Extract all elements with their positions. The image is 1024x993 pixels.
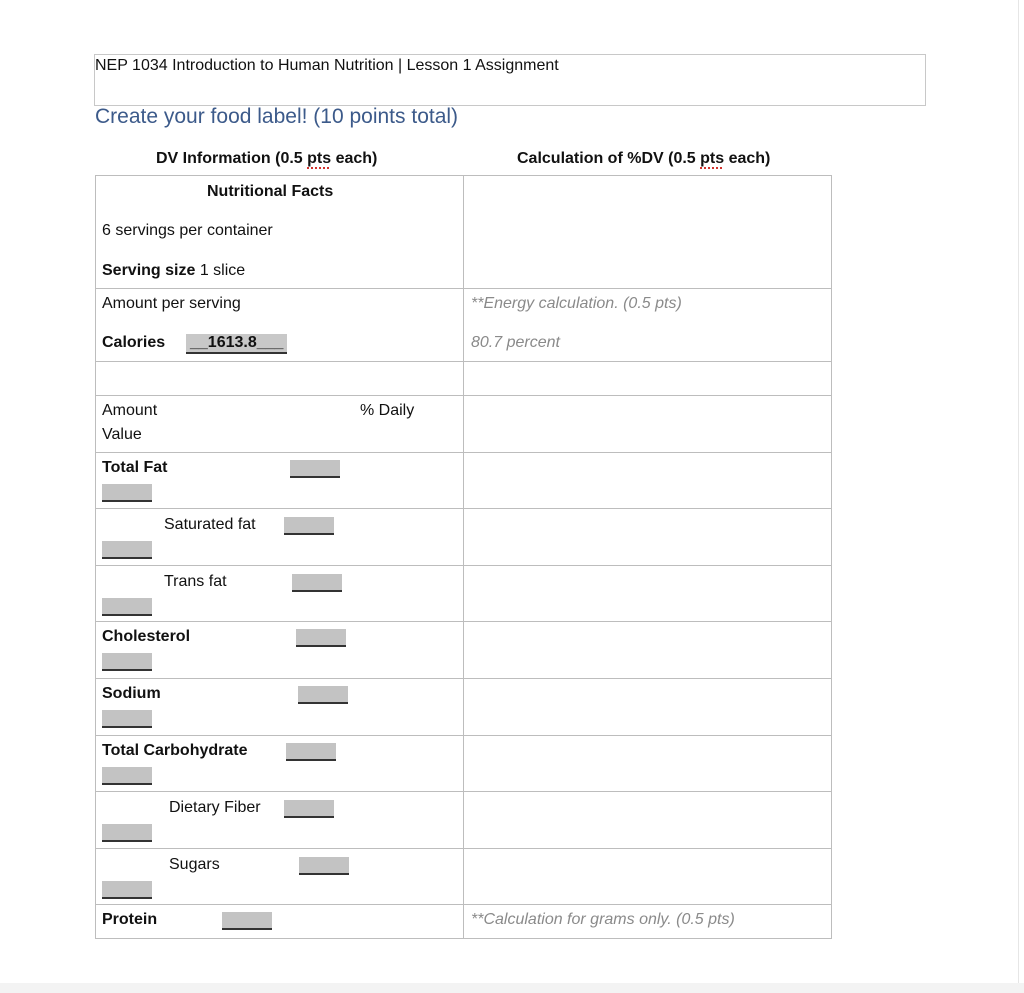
daily-value-blank[interactable] (102, 541, 152, 559)
calories-cell (96, 289, 464, 362)
nutrient-label: Sodium (102, 685, 161, 702)
nutrient-label: Total Carbohydrate (102, 742, 248, 759)
calc-cell[interactable] (464, 566, 832, 622)
empty-cell (96, 362, 464, 396)
table-row (96, 736, 832, 792)
nutrient-cell-total-fat (96, 453, 464, 509)
amount-blank[interactable] (286, 743, 336, 761)
column-header-calculation: Calculation of %DV (0.5 pts each) (517, 150, 771, 167)
amount-label: Amount (102, 402, 158, 419)
table-row (96, 622, 832, 679)
nutrition-facts-heading: Nutritional Facts (207, 183, 334, 200)
label-header-cell (96, 176, 464, 289)
amount-per-serving: Amount per serving (102, 295, 241, 312)
amount-blank[interactable] (222, 912, 272, 930)
page-bottom-band (0, 983, 1024, 993)
calc-cell[interactable] (464, 453, 832, 509)
daily-value-label: % Daily (360, 402, 415, 419)
nutrient-label: Trans fat (164, 573, 227, 590)
nutrient-label: Protein (102, 911, 158, 928)
calc-cell[interactable] (464, 849, 832, 905)
calc-cell-protein[interactable] (464, 905, 832, 939)
table-row (96, 679, 832, 736)
calc-cell-energy[interactable] (464, 289, 832, 362)
value-label: Value (102, 426, 142, 443)
daily-value-blank[interactable] (102, 653, 152, 671)
daily-value-blank[interactable] (102, 881, 152, 899)
scrollbar-edge (1018, 0, 1019, 993)
nutrient-label: Saturated fat (164, 516, 256, 533)
amount-blank[interactable] (299, 857, 349, 875)
spellcheck-underline: pts (307, 150, 332, 167)
daily-value-blank[interactable] (102, 598, 152, 616)
nutrient-cell-sodium (96, 679, 464, 736)
energy-calculation-result[interactable]: 80.7 percent (471, 334, 560, 351)
table-row (96, 176, 832, 289)
amount-blank[interactable] (298, 686, 348, 704)
column-labels-cell (96, 396, 464, 453)
calc-cell[interactable] (464, 396, 832, 453)
amount-blank[interactable] (292, 574, 342, 592)
nutrient-label: Total Fat (102, 459, 168, 476)
calc-cell[interactable] (464, 679, 832, 736)
table-row (96, 509, 832, 566)
nutrient-cell-sugars (96, 849, 464, 905)
nutrient-label: Dietary Fiber (169, 799, 261, 816)
nutrient-cell-total-carbohydrate (96, 736, 464, 792)
nutrient-cell-saturated-fat (96, 509, 464, 566)
daily-value-blank[interactable] (102, 824, 152, 842)
daily-value-blank[interactable] (102, 767, 152, 785)
daily-value-blank[interactable] (102, 484, 152, 502)
table-row (96, 289, 832, 362)
table-row (96, 566, 832, 622)
spellcheck-underline: pts (700, 150, 725, 167)
calories-label: Calories (102, 334, 166, 351)
nutrient-label: Sugars (169, 856, 220, 873)
amount-blank[interactable] (284, 800, 334, 818)
table-row (96, 905, 832, 939)
amount-blank[interactable] (296, 629, 346, 647)
calc-cell[interactable] (464, 736, 832, 792)
table-row (96, 362, 832, 396)
calories-value[interactable]: __1613.8___ (186, 334, 287, 354)
table-row (96, 453, 832, 509)
servings-per-container: 6 servings per container (102, 222, 273, 239)
serving-size: Serving size 1 slice (102, 262, 246, 279)
energy-calculation-note: **Energy calculation. (0.5 pts) (471, 295, 682, 312)
calc-cell[interactable] (464, 176, 832, 289)
nutrient-cell-dietary-fiber (96, 792, 464, 849)
page-title: Create your food label! (10 points total) (95, 105, 459, 128)
nutrient-label: Cholesterol (102, 628, 191, 645)
column-header-dv-information: DV Information (0.5 pts each) (156, 150, 378, 167)
table-row (96, 849, 832, 905)
course-header: NEP 1034 Introduction to Human Nutrition | Lesson 1 Assignment (95, 57, 559, 74)
daily-value-blank[interactable] (102, 710, 152, 728)
table-row (96, 396, 832, 453)
calc-cell[interactable] (464, 792, 832, 849)
calc-cell[interactable] (464, 622, 832, 679)
food-label-table (95, 175, 832, 939)
amount-blank[interactable] (290, 460, 340, 478)
nutrient-cell-cholesterol (96, 622, 464, 679)
header-box (94, 54, 926, 106)
nutrient-cell-trans-fat (96, 566, 464, 622)
calc-cell[interactable] (464, 509, 832, 566)
protein-calculation-note: **Calculation for grams only. (0.5 pts) (471, 911, 735, 928)
amount-blank[interactable] (284, 517, 334, 535)
table-row (96, 792, 832, 849)
calories-field[interactable] (176, 334, 287, 354)
nutrient-cell-protein (96, 905, 464, 939)
calc-cell[interactable] (464, 362, 832, 396)
